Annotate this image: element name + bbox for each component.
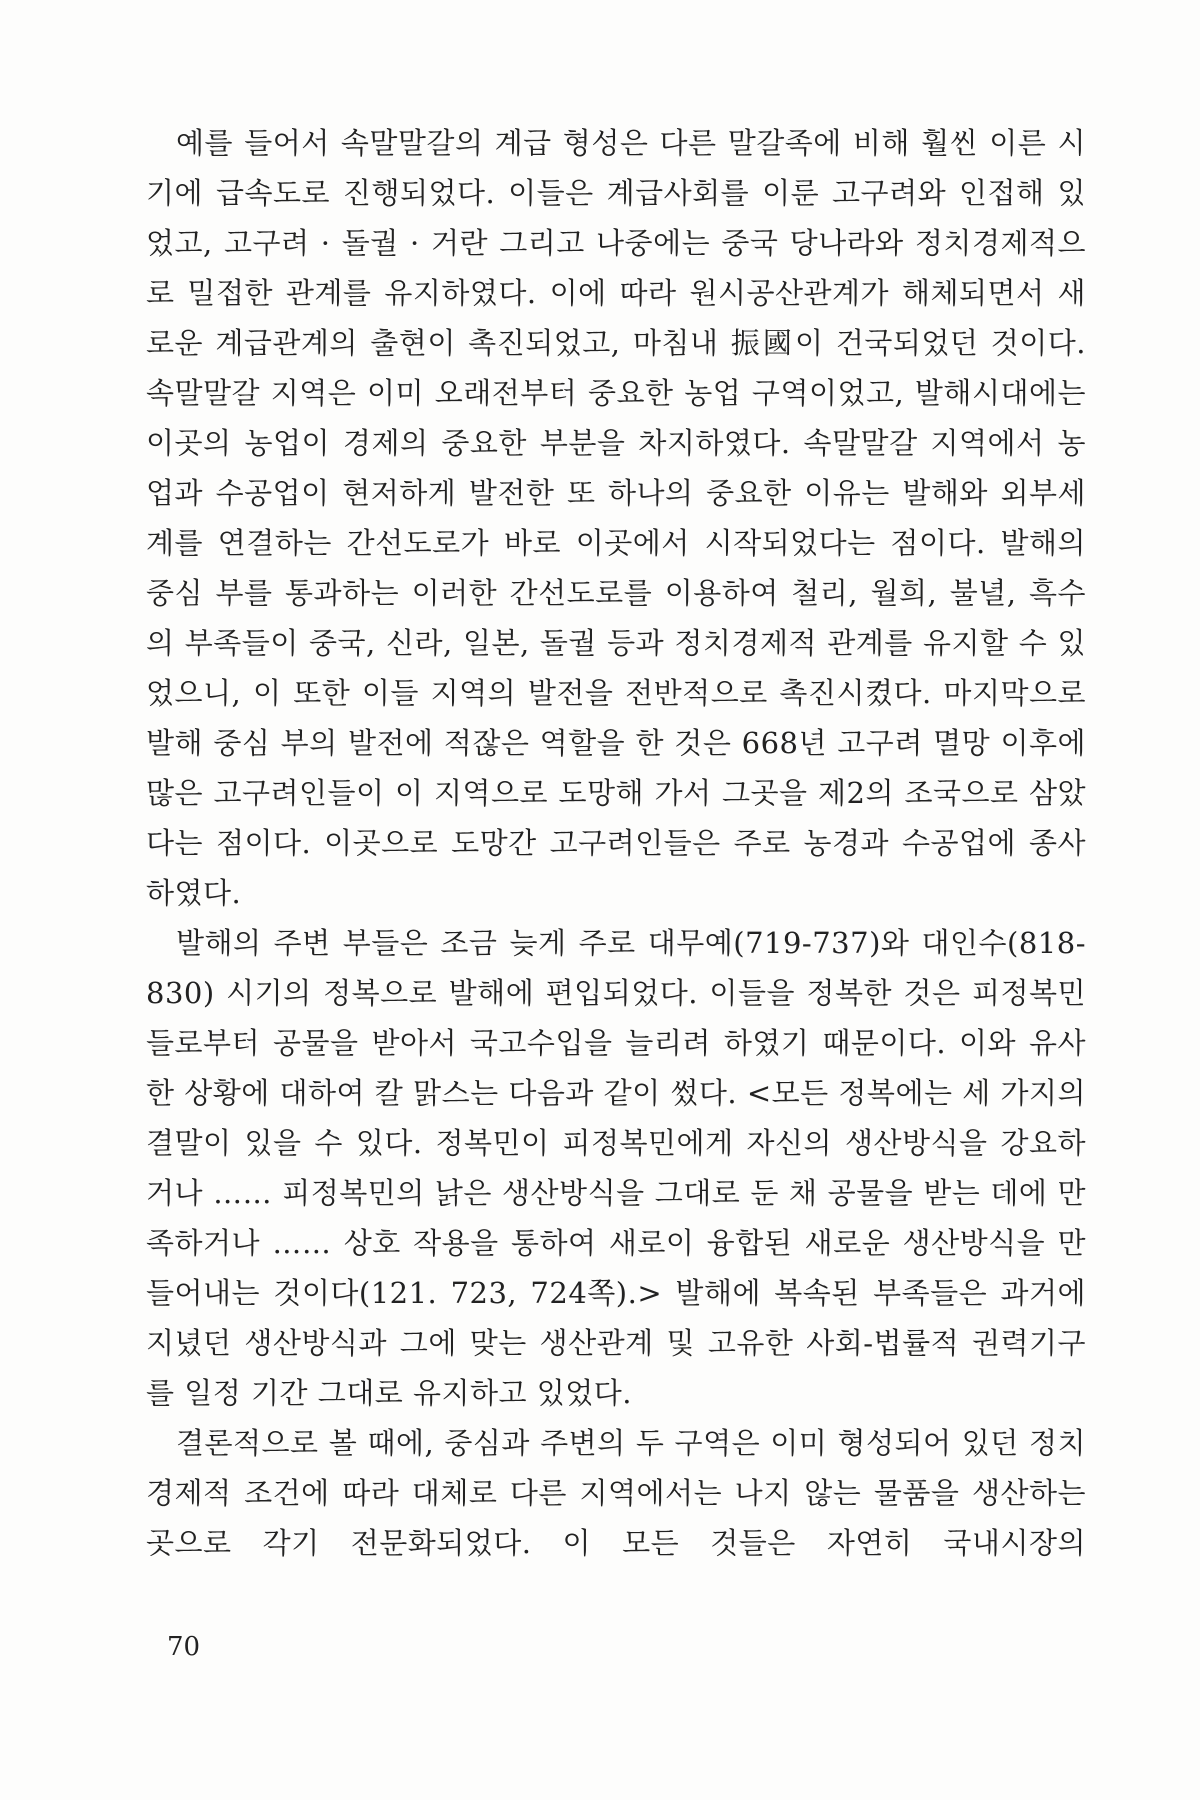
paragraph-3: 결론적으로 볼 때에, 중심과 주변의 두 구역은 이미 형성되어 있던 정치경제적 조건에 따라 대체로 다른 지역에서는 나지 않는 물품을 생산하는 곳으로 각기 전문화되었다. 이 모든 것들은 자연히 국내시장의 bbox=[146, 1426, 1086, 1560]
body-text bbox=[146, 118, 1086, 1568]
page-number: 70 bbox=[167, 1632, 201, 1662]
paragraph-1: 예를 들어서 속말말갈의 계급 형성은 다른 말갈족에 비해 훨씬 이른 시기에 급속도로 진행되었다. 이들은 계급사회를 이룬 고구려와 인접해 있었고, 고구려 · 돌궐 · 거란 그리고 나중에는 중국 당나라와 정치경제적으로 밀접한 관계를 유지하였다. 이에 따라 원시공산관계가 해체되면서 새로운 계급관계의 출현이 촉진되었고, 마침내 振國이 건국되었던 것이다. 속말말갈 지역은 이미 오래전부터 중요한 농업 구역이었고, 발해시대에는 이곳의 농업이 경제의 중요한 부분을 차지하였다. 속말말갈 지역에서 농업과 수공업이 현저하게 발전한 또 하나의 중요한 이유는 발해와 외부세계를 연결하는 간선도로가 바로 이곳에서 시작되었다는 점이다. 발해의 중심 부를 통과하는 이러한 간선도로를 이용하여 철리, 월희, 불녈, 흑수의 부족들이 중국, 신라, 일본, 돌궐 등과 정치경제적 관계를 유지할 수 있었으니, 이 또한 이들 지역의 발전을 전반적으로 촉진시켰다. 마지막으로 발해 중심 부의 발전에 적잖은 역할을 한 것은 668년 고구려 멸망 이후에 많은 고구려인들이 이 지역으로 도망해 가서 그곳을 제2의 조국으로 삼았다는 점이다. 이곳으로 도망간 고구려인들은 주로 농경과 수공업에 종사하였다. bbox=[146, 126, 1086, 910]
paragraph-2: 발해의 주변 부들은 조금 늦게 주로 대무예(719-737)와 대인수(818-830) 시기의 정복으로 발해에 편입되었다. 이들을 정복한 것은 피정복민들로부터 공물을 받아서 국고수입을 늘리려 하였기 때문이다. 이와 유사한 상황에 대하여 칼 맑스는 다음과 같이 썼다. <모든 정복에는 세 가지의 결말이 있을 수 있다. 정복민이 피정복민에게 자신의 생산방식을 강요하거나 …… 피정복민의 낡은 생산방식을 그대로 둔 채 공물을 받는 데에 만족하거나 …… 상호 작용을 통하여 새로이 융합된 새로운 생산방식을 만들어내는 것이다(121. 723, 724쪽).> 발해에 복속된 부족들은 과거에 지녔던 생산방식과 그에 맞는 생산관계 및 고유한 사회-법률적 권력기구를 일정 기간 그대로 유지하고 있었다. bbox=[146, 926, 1086, 1410]
